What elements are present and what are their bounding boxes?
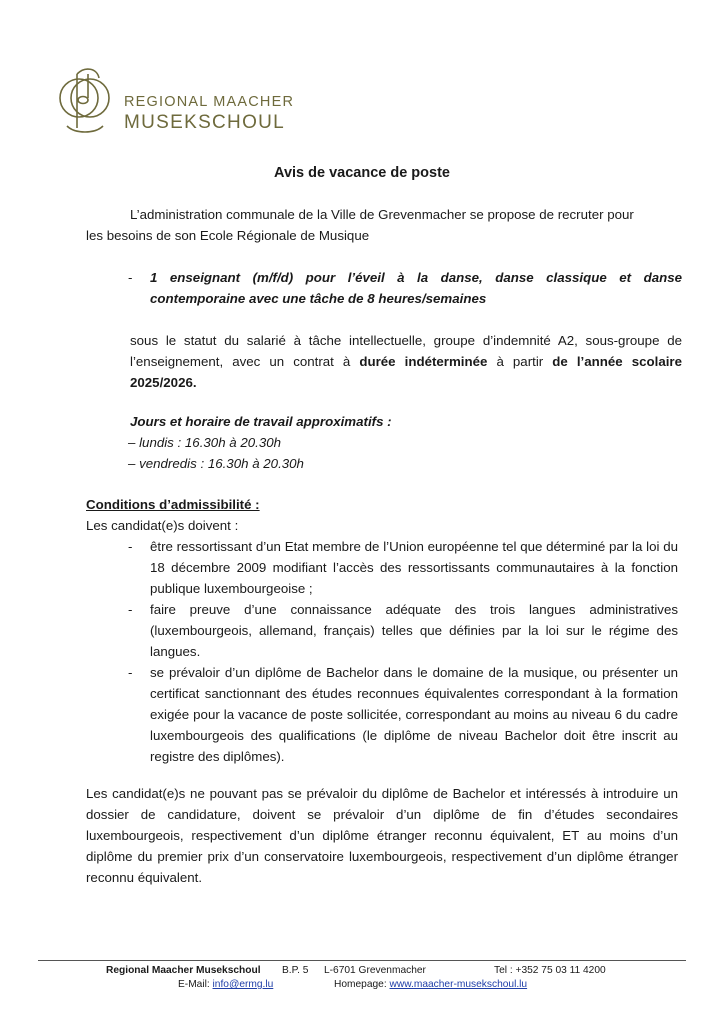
condition-item <box>128 536 678 599</box>
position-line1: 1 enseignant (m/f/d) pour l’éveil à la danse, danse classique et danse <box>150 270 682 285</box>
footer-email-label: E-Mail: <box>178 979 210 990</box>
footer-po-box: B.P. 5 <box>282 965 309 976</box>
status-text-1: sous le statut du salarié à tâche intellectuelle, groupe d’indemnité A2, sous-groupe de l’enseignement, avec un contrat à <box>130 333 682 369</box>
conditions-list <box>128 536 678 767</box>
footer-email-row <box>178 979 273 990</box>
music-school-logo <box>55 62 115 140</box>
list-marker: - <box>128 665 133 680</box>
brand-name-line2: MUSEKSCHOUL <box>124 112 286 133</box>
brand-name-line1: REGIONAL MAACHER <box>124 94 295 110</box>
closing-paragraph: Les candidat(e)s ne pouvant pas se prévaloir du diplôme de Bachelor et intéressés à introduire un dossier de candidature, doivent se prévaloir d’un diplôme de fin d’études secondaires luxembourgeois, respectivement d’un diplôme étranger reconnu équivalent, ET au moins d’un diplôme du premier prix d’un conservatoire luxembourgeois, respectivement d’un diplôme étranger reconnu équivalent. <box>86 786 678 885</box>
footer-homepage-label: Homepage: <box>334 979 387 990</box>
schedule-heading: Jours et horaire de travail approximatifs : <box>130 414 392 429</box>
conditions-lead: Les candidat(e)s doivent : <box>86 518 239 533</box>
footer-address: L-6701 Grevenmacher <box>324 965 426 976</box>
intro-line2: les besoins de son Ecole Régionale de Musique <box>86 228 370 243</box>
position-marker: - <box>128 270 133 285</box>
list-marker: - <box>128 539 133 554</box>
footer-phone: Tel : +352 75 03 11 4200 <box>494 965 606 976</box>
footer-divider <box>38 960 686 961</box>
condition-text: se prévaloir d’un diplôme de Bachelor dans le domaine de la musique, ou présenter un certificat sanctionnant des études reconnues équivalentes correspondant à la formation exigée pour la vacance de poste sollicitée, correspondant au moins au niveau 6 du cadre luxembourgeois des qualifications (le diplôme de niveau Bachelor doit être inscrit au registre des diplômes). <box>150 665 678 764</box>
footer-email-link[interactable]: info@ermg.lu <box>212 979 274 990</box>
condition-item <box>128 599 678 662</box>
status-contract-type: durée indéterminée <box>359 354 488 369</box>
list-marker: - <box>128 602 133 617</box>
conditions-heading: Conditions d’admissibilité : <box>86 497 260 512</box>
schedule-monday: – lundis : 16.30h à 20.30h <box>128 435 282 450</box>
schedule-friday: – vendredis : 16.30h à 20.30h <box>128 456 304 471</box>
position-line2: contemporaine avec une tâche de 8 heures/semaines <box>150 291 487 306</box>
status-paragraph <box>130 330 682 393</box>
footer-homepage-link[interactable]: www.maacher-musekschoul.lu <box>389 979 528 990</box>
condition-text: être ressortissant d’un Etat membre de l’Union européenne tel que déterminé par la loi du 18 décembre 2009 modifiant l’accès des ressortissants communautaires à la fonction publique luxembourgeoise ; <box>150 539 678 596</box>
condition-text: faire preuve d’une connaissance adéquate des trois langues administratives (luxembourgeois, allemand, français) telles que définies par la loi sur le régime des langues. <box>150 602 678 659</box>
footer-homepage-row <box>334 979 527 990</box>
footer-org: Regional Maacher Musekschoul <box>106 965 261 976</box>
status-school-year: de l’année scolaire 2025/2026. <box>130 354 682 390</box>
condition-item <box>128 662 678 767</box>
intro-line1: L’administration communale de la Ville de Grevenmacher se propose de recruter pour <box>130 207 634 222</box>
document-title: Avis de vacance de poste <box>274 165 450 181</box>
status-text-2: à partir <box>487 354 553 369</box>
